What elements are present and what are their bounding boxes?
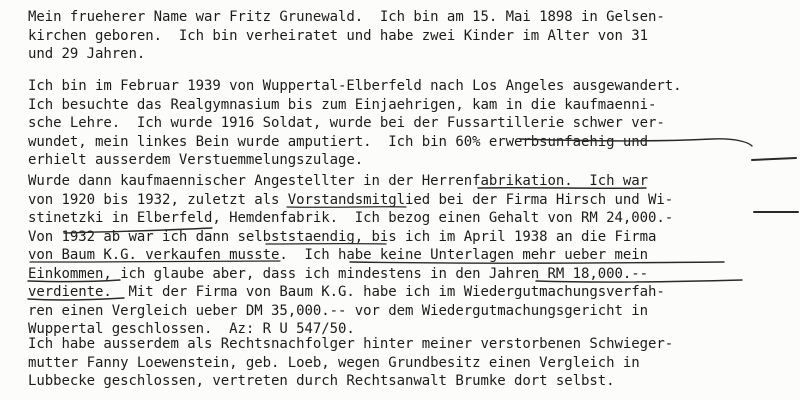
text-line: Ich habe ausserdem als Rechtsnachfolger hinter meiner verstorbenen Schwieger- (28, 336, 674, 352)
text-line: verdiente. Mit der Firma von Baum K.G. habe ich im Wiedergutmachungsverfah- (28, 284, 665, 300)
text-line: erhielt ausserdem Verstuemmelungszulage. (28, 152, 364, 168)
paragraph-employment-history (28, 172, 798, 339)
paragraph-inheritance-settlement (28, 335, 798, 391)
text-line: mutter Fanny Loewenstein, geb. Loeb, wegen Grundbesitz einen Vergleich in (28, 354, 640, 371)
text-line: Mein frueherer Name war Fritz Grunewald. Ich bin am 15. Mai 1898 in Gelsen- (28, 9, 665, 25)
text-line: kirchen geboren. Ich bin verheiratet und habe zwei Kinder im Alter von 31 (28, 27, 649, 44)
text-line: Ich besuchte das Realgymnasium bis zum Einjaehrigen, kam in die kaufmaenni- (28, 96, 657, 113)
paragraph-emigration-and-injury (28, 77, 798, 170)
text-line: Einkommen, ich glaube aber, dass ich mindestens in den Jahren RM 18,000.-- (28, 265, 649, 282)
text-line: Wurde dann kaufmaennischer Angestellter in der Herrenfabrikation. Ich war (28, 173, 649, 189)
paragraph-personal-details (28, 8, 798, 64)
text-line: ren einen Vergleich ueber DM 35,000.-- vor dem Wiedergutmachungsgericht in (28, 302, 649, 319)
text-line: von 1920 bis 1932, zuletzt als Vorstandsmitglied bei der Firma Hirsch und Wi- (28, 191, 674, 208)
text-line: Wuppertal geschlossen. Az: R U 547/50. (28, 321, 355, 337)
text-line: Ich bin im Februar 1939 von Wuppertal-Elberfeld nach Los Angeles ausgewandert. (28, 78, 682, 94)
text-line: und 29 Jahren. (28, 46, 146, 62)
text-line: Lubbecke geschlossen, vertreten durch Rechtsanwalt Brumke dort selbst. (28, 373, 615, 389)
text-line: von Baum K.G. verkaufen musste. Ich habe keine Unterlagen mehr ueber mein (28, 247, 649, 263)
text-line: wundet, mein linkes Bein wurde amputiert. Ich bin 60% erwerbsunfaehig und (28, 133, 649, 150)
text-line: stinetzki in Elberfeld, Hemdenfabrik. Ich bezog einen Gehalt von RM 24,000.- (28, 210, 674, 226)
text-line: Von 1932 ab war ich dann selbststaendig, bis ich im April 1938 an die Firma (28, 228, 657, 245)
text-line: sche Lehre. Ich wurde 1916 Soldat, wurde bei der Fussartillerie schwer ver- (28, 115, 665, 131)
